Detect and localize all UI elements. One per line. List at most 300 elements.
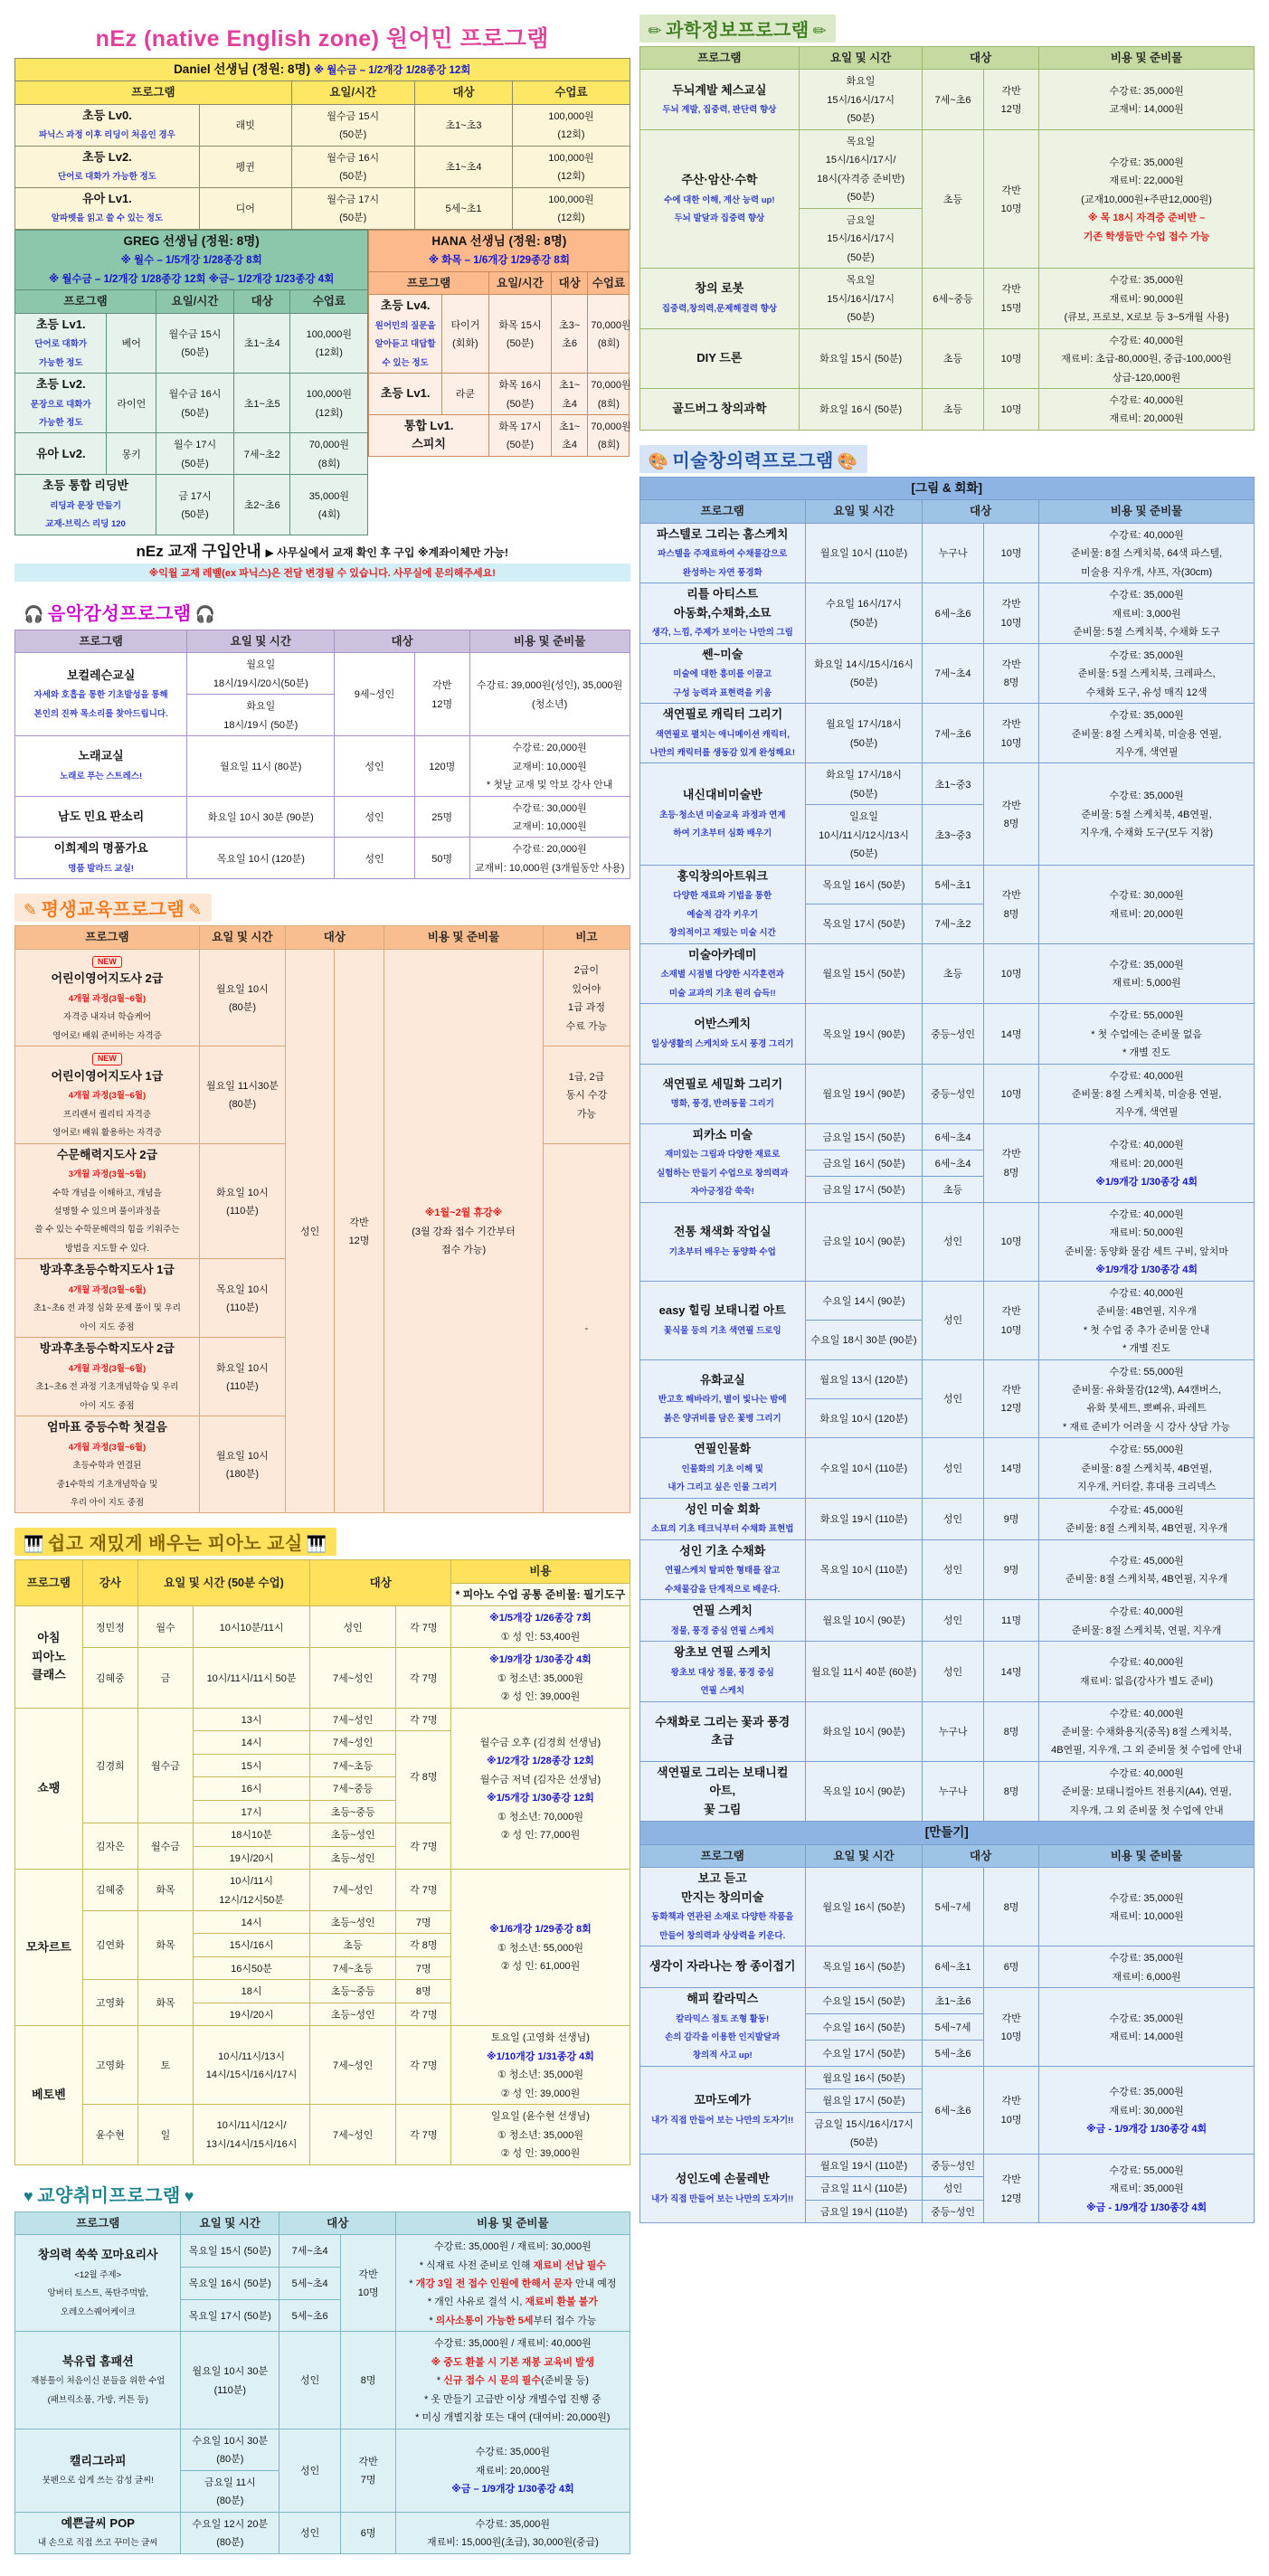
text-line — [203, 1280, 282, 1298]
table-caption-note: ※ 월수금 – 1/2개강 1/28종강 12회 ※금– 1/2개강 1/23종강 4회 — [48, 273, 335, 285]
text: (50분) — [339, 171, 367, 183]
data-cell — [805, 1868, 922, 1946]
text: 성인 — [942, 1236, 963, 1248]
text: 7세~성인 — [332, 2060, 374, 2072]
data-cell — [199, 1338, 285, 1416]
text-line — [18, 1418, 196, 1436]
text-line — [591, 334, 626, 352]
text-line — [516, 83, 626, 101]
text-line — [809, 2179, 919, 2197]
data-cell — [194, 1708, 310, 1730]
data-cell — [396, 1870, 451, 1911]
text-line — [987, 1302, 1036, 1320]
text-line — [196, 1913, 307, 1931]
text-line — [454, 1788, 626, 1806]
column-header-label: 대상 — [391, 634, 413, 648]
text-line — [399, 2311, 626, 2329]
text-line — [18, 1574, 80, 1592]
data-cell — [923, 1946, 984, 1988]
warning-text: ※익월 교재 레벨(ex 파닉스)은 전달 변경될 수 있습니다. 사무실에 문의해주세요! — [148, 567, 496, 579]
header-cell — [15, 1560, 83, 1606]
text: 중등~성인 — [931, 1088, 975, 1100]
text: 재료비: 22,000원 — [1109, 175, 1184, 187]
data-cell — [414, 736, 469, 796]
text-line — [86, 1669, 135, 1687]
text-line — [802, 211, 919, 229]
text-line — [18, 766, 184, 784]
text-line — [86, 1837, 135, 1855]
text-line — [399, 1710, 448, 1728]
text-line — [313, 1803, 393, 1821]
data-cell — [310, 2105, 396, 2164]
text-line — [643, 349, 797, 367]
text-line — [473, 632, 627, 650]
text: * 첫 수업에는 준비물 없음 — [1091, 1028, 1202, 1040]
data-cell — [15, 2235, 181, 2332]
header-cell — [639, 477, 1255, 499]
program-name: 전통 채색화 작업실 — [673, 1225, 772, 1239]
text-line — [18, 1104, 196, 1122]
data-cell — [1039, 1642, 1255, 1701]
text: 7세~초6 — [934, 94, 971, 106]
data-cell — [639, 1498, 805, 1539]
text: 70,000원 — [591, 380, 631, 392]
data-cell — [384, 949, 544, 1513]
text: (12회) — [557, 129, 585, 141]
text-line — [18, 2470, 177, 2488]
program-desc: 하여 기초부터 심화 배우기 — [673, 829, 772, 839]
text-line — [372, 274, 486, 292]
text-line — [372, 384, 439, 402]
text: 70,000원 — [591, 319, 631, 331]
data-cell — [15, 796, 187, 838]
data-cell — [639, 269, 800, 328]
data-cell — [923, 1359, 984, 1438]
text: (50분) — [181, 458, 209, 469]
text-line — [399, 2514, 626, 2533]
data-cell — [488, 295, 551, 374]
text-line — [643, 2170, 802, 2188]
table-row — [369, 271, 630, 294]
text-line — [18, 2086, 80, 2104]
program-name: 초등 Lv1. — [380, 386, 431, 401]
text-line — [1042, 1907, 1251, 1925]
data-cell — [805, 1359, 922, 1398]
text: 준비물: 4B연필, 지우개 — [1096, 1306, 1197, 1318]
text-line — [1042, 1084, 1251, 1103]
program-name: 노래교실 — [78, 749, 124, 763]
text-line — [554, 274, 584, 292]
program-name: 파스텔로 그리는 홈스케치 — [657, 526, 789, 541]
table-row — [15, 2026, 630, 2105]
text-line — [18, 858, 184, 876]
text-line — [18, 83, 289, 101]
text-line — [18, 2514, 177, 2533]
text: 수강료: 35,000원 — [1109, 791, 1184, 802]
data-cell — [1039, 1202, 1255, 1281]
text: 7세~중등 — [332, 1784, 374, 1795]
text: 부터 접수 가능 — [533, 2315, 597, 2326]
text-line — [399, 2390, 626, 2408]
data-cell — [805, 763, 922, 805]
text: 성인 — [365, 853, 384, 865]
text-line — [86, 1994, 135, 2012]
text: 초등~성인 — [330, 2009, 375, 2021]
text-line — [18, 1779, 80, 1797]
data-cell — [805, 943, 922, 1003]
program-desc: 손의 감각을 이용한 인지발달과 — [665, 2032, 781, 2042]
data-cell — [800, 269, 923, 328]
text-line — [925, 1782, 980, 1800]
text-line — [802, 270, 919, 289]
text: 초2~초6 — [243, 499, 280, 511]
text: 각반 — [358, 2456, 378, 2467]
column-header-label: 비용 및 준비물 — [1110, 52, 1183, 64]
column-header-label: 대상 — [327, 2216, 349, 2230]
text: 월수금 16시 — [327, 152, 380, 164]
header-cell — [1039, 47, 1255, 70]
text: 목요일 10시 — [216, 1283, 269, 1295]
text: 누구나 — [938, 548, 968, 560]
text-line — [399, 2056, 448, 2074]
text: 각반 — [1001, 1385, 1021, 1396]
data-cell — [639, 388, 800, 430]
text: 각반 — [1001, 284, 1021, 296]
text: 성인 — [300, 2465, 320, 2477]
text: 초1~초3 — [445, 120, 482, 132]
data-cell — [396, 2105, 451, 2164]
text-line — [492, 334, 548, 352]
text-line — [18, 970, 196, 988]
data-cell — [805, 643, 922, 703]
text-line — [141, 1574, 307, 1592]
text-line — [925, 2156, 980, 2174]
program-desc: 수학 개념을 이해하고, 개념을 — [52, 1188, 162, 1198]
column-header-label: 대상 — [970, 1849, 992, 1862]
text: 준비물: 8절 스케치북, 4B연필, 지우개 — [1065, 1574, 1228, 1586]
table-row — [639, 583, 1255, 643]
data-cell — [984, 1539, 1039, 1599]
program-name: 피카소 미술 — [692, 1127, 753, 1141]
data-cell — [1039, 388, 1255, 430]
text-line — [196, 1757, 307, 1775]
text-line — [809, 1611, 919, 1629]
text-line — [809, 1510, 919, 1528]
section-heading — [14, 20, 630, 54]
text-line — [399, 2274, 626, 2292]
data-cell — [414, 653, 469, 736]
text: 초등~성인 — [330, 1830, 375, 1842]
data-cell — [233, 433, 289, 475]
data-cell — [639, 1600, 805, 1642]
text-line — [809, 734, 919, 752]
text-line — [295, 83, 412, 101]
text-line — [454, 1956, 626, 1975]
text-line — [313, 2005, 393, 2023]
text: 금 — [160, 1672, 171, 1684]
table-row — [15, 838, 630, 879]
text: 재료비: 20,000원 — [475, 2465, 550, 2477]
text: 재료비: 35,000원 — [1109, 2183, 1184, 2195]
text-line — [418, 757, 467, 775]
data-cell — [923, 2040, 984, 2066]
text-line — [546, 1104, 626, 1122]
text: 미술용 지우개, 샤프, 자(30cm) — [1081, 566, 1213, 578]
data-cell — [984, 1701, 1039, 1761]
text: 화요일 10시 — [216, 1362, 269, 1374]
text-line — [1042, 1205, 1251, 1223]
text-line — [399, 1880, 448, 1899]
text-line — [591, 435, 626, 453]
text-line — [643, 1242, 802, 1260]
text-line — [802, 187, 919, 205]
table-row — [639, 2066, 1255, 2088]
data-cell — [194, 1800, 310, 1823]
text-line — [643, 190, 797, 208]
text: 목요일 16시 (50분) — [822, 1962, 905, 1974]
text: 성인 — [343, 1622, 363, 1634]
text-line — [987, 1163, 1036, 1181]
text-line — [987, 1722, 1036, 1740]
text-line — [18, 1164, 196, 1182]
text: 수강료: 40,000원 — [1109, 1606, 1184, 1618]
column-header-label: 요일/시간 — [171, 295, 219, 308]
text: (12회) — [557, 171, 585, 183]
text: 초1~초4 — [559, 380, 581, 410]
data-cell — [639, 129, 800, 268]
text: 목요일 — [846, 136, 876, 147]
data-cell — [488, 414, 551, 456]
text: 월수금 17시 — [327, 194, 380, 205]
notice-line — [14, 537, 630, 562]
text-line — [987, 2027, 1036, 2045]
text: 각반 — [1001, 2012, 1021, 2024]
text-line — [1042, 904, 1251, 923]
text-line — [802, 132, 919, 150]
table-caption-note: ※ 월수금 – 1/2개강 1/28종강 12회 — [313, 65, 471, 76]
text-line — [516, 190, 626, 208]
program-desc: 본인의 진짜 목소리를 찾아드립니다. — [33, 708, 168, 719]
text-line — [418, 808, 467, 826]
text-line — [387, 1222, 541, 1240]
text-line — [492, 435, 548, 453]
tables-row — [639, 477, 1255, 2223]
text: 각반 — [1001, 2174, 1021, 2186]
table-row — [639, 1946, 1255, 1988]
data-cell — [187, 838, 335, 879]
data-cell — [156, 475, 234, 535]
data-cell — [639, 1438, 805, 1498]
data-cell — [805, 2040, 922, 2066]
text: 목요일 10시 (90분) — [822, 1786, 905, 1798]
text-line — [454, 1562, 626, 1580]
text-line — [987, 613, 1036, 631]
data-cell — [82, 2105, 137, 2164]
text: (180분) — [225, 1469, 260, 1481]
text-line — [1042, 1260, 1251, 1278]
text-line — [109, 334, 153, 352]
text-line — [1042, 1948, 1251, 1966]
text-line — [987, 1084, 1036, 1103]
data-cell — [984, 269, 1039, 328]
data-cell — [984, 129, 1039, 268]
text-line — [418, 676, 467, 694]
data-cell — [1039, 1438, 1255, 1498]
text: 유화 붓세트, 뽀삐유, 파레트 — [1086, 1403, 1207, 1415]
data-cell — [984, 1359, 1039, 1438]
header-cell — [805, 500, 922, 523]
data-cell — [137, 2105, 193, 2164]
data-cell — [513, 187, 630, 229]
text-line — [196, 2047, 307, 2065]
text-line — [18, 1085, 196, 1103]
header-cell — [544, 926, 630, 949]
text-line — [643, 1075, 802, 1094]
data-cell — [181, 2429, 279, 2470]
text: 지우개, 커터칼, 휴대용 크리넥스 — [1076, 1482, 1217, 1493]
program-desc: 초등수학과 연결된 — [72, 1461, 142, 1472]
text-line — [399, 2461, 626, 2479]
data-cell — [310, 2026, 396, 2105]
program-name: 성인 기초 수채화 — [679, 1543, 766, 1558]
text-line — [1042, 1704, 1251, 1722]
text: 월수 — [156, 1622, 175, 1634]
text: 1급, 2급 — [568, 1071, 605, 1083]
text-line — [313, 1710, 393, 1728]
text-line — [445, 334, 486, 352]
text: 고영화 — [95, 2060, 125, 2072]
text: 9명 — [1003, 1565, 1019, 1577]
data-cell — [805, 1438, 922, 1498]
text-line — [1042, 1519, 1251, 1537]
text-line — [643, 683, 802, 701]
text-line — [18, 394, 103, 412]
program-name: 보컬레슨교실 — [66, 668, 136, 682]
text-line — [1042, 1362, 1251, 1380]
text: 8명 — [1003, 1726, 1019, 1738]
program-name: 유아 Lv2. — [35, 446, 86, 460]
text-line — [643, 964, 802, 982]
text: ② 성 인: 39,000원 — [500, 1691, 581, 1703]
text-line — [289, 928, 381, 946]
text-line — [643, 171, 797, 189]
text-line — [399, 1913, 448, 1931]
data-cell — [639, 865, 805, 943]
text: ① 청소년: 55,000원 — [497, 1942, 584, 1954]
text-line — [643, 563, 802, 581]
data-cell — [923, 1176, 984, 1202]
text: 수강료: 55,000원 — [1109, 1444, 1184, 1456]
text-line — [18, 292, 153, 310]
text: 수강료: 35,000원 / 재료비: 40,000원 — [434, 2338, 592, 2350]
data-cell — [310, 1980, 396, 2003]
program-name: 내신대비미술반 — [682, 788, 762, 802]
header-cell — [805, 1844, 922, 1867]
text: 성인 — [942, 1615, 963, 1627]
data-cell — [923, 1123, 984, 1150]
text: 각 7명 — [410, 1841, 438, 1852]
text: 8명 — [1003, 908, 1019, 920]
text: 화요일 10시 — [216, 1187, 269, 1198]
text-line — [196, 1669, 307, 1687]
text: 중등~성인 — [931, 1028, 975, 1040]
text-line — [190, 696, 331, 715]
text: 10시/11시/12시/13시 — [819, 829, 909, 841]
text-line — [643, 1477, 802, 1495]
notice-line — [14, 564, 630, 582]
data-cell — [137, 1980, 193, 2026]
data-cell — [279, 2267, 341, 2299]
text-line — [454, 2047, 626, 2065]
text-line — [454, 1919, 626, 1937]
data-cell — [923, 1438, 984, 1498]
program-desc: 연필 스케치 — [700, 1686, 744, 1697]
text-line — [591, 274, 626, 292]
text-line — [809, 1331, 919, 1349]
text: 월요일 11시 (80분) — [220, 761, 302, 772]
column-header-label: 비용 — [529, 1565, 552, 1578]
text: 수강료: 55,000원 — [1109, 1010, 1184, 1022]
text-line — [203, 980, 282, 998]
text-line — [454, 1586, 626, 1604]
text: 수료 가능 — [565, 1020, 608, 1032]
data-cell — [923, 643, 984, 703]
section-hobby — [14, 2176, 630, 2554]
text: 재료비: 90,000원 — [1109, 293, 1184, 305]
course-period-text: 4개월 과정(3월~6월) — [68, 1284, 147, 1295]
text-line — [1042, 1025, 1251, 1043]
course-period-text: 4개월 과정(3월~6월) — [68, 1442, 147, 1453]
text-line — [18, 375, 103, 393]
text-line — [643, 867, 802, 886]
program-name: 왕초보 연필 스케치 — [673, 1645, 772, 1660]
table-row — [15, 1708, 630, 1730]
program-desc: 재봉틀이 처음이신 분들을 위한 수업 — [31, 2376, 166, 2387]
data-cell — [923, 704, 984, 763]
text: 토요일 (고영화 선생님) — [490, 2032, 590, 2044]
program-name: 예쁜글씨 POP — [61, 2515, 135, 2530]
program-desc: (패브릭소품, 가방, 커튼 등) — [47, 2394, 148, 2405]
data-cell — [199, 1143, 285, 1259]
text: 수요일 10시 30분 — [192, 2435, 269, 2447]
table-row — [369, 295, 630, 374]
text-line — [18, 514, 153, 532]
text: (50분) — [847, 251, 875, 263]
text: 70,000원 — [308, 440, 349, 451]
text-line — [18, 1492, 196, 1511]
text: 월수금 — [151, 1841, 180, 1852]
program-desc: 창의적 사고 up! — [692, 2050, 753, 2061]
program-name: 통합 Lv1. — [403, 418, 454, 432]
table-row — [639, 865, 1255, 904]
data-cell — [984, 865, 1039, 943]
table-row — [15, 290, 368, 313]
data-cell — [639, 1064, 805, 1123]
text: 8명 — [1003, 1167, 1019, 1179]
text-line — [141, 2126, 190, 2144]
text: ① 청소년: 35,000원 — [497, 1672, 584, 1684]
data-cell — [82, 1606, 137, 1648]
text: 누구나 — [938, 1786, 968, 1798]
text: 접수 가능) — [440, 1245, 487, 1256]
text-line — [1042, 1103, 1251, 1121]
text: 7명 — [415, 1963, 431, 1975]
data-cell — [805, 1701, 922, 1761]
text: (50분) — [506, 338, 535, 350]
text-line — [1042, 805, 1251, 823]
table-row — [15, 59, 630, 81]
column-header-label: 요일/시간 — [497, 276, 544, 289]
